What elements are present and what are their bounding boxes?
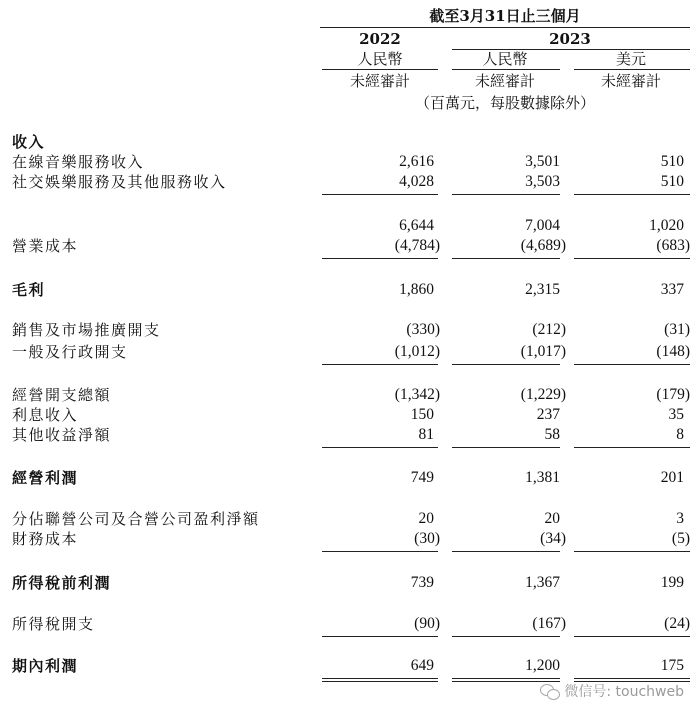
cell-associates-2023-rmb: 20 — [544, 510, 560, 527]
wechat-icon — [540, 683, 560, 699]
audit-col-1: 未經審計 — [349, 72, 410, 90]
watermark-text: 微信号: touchweb — [564, 684, 684, 700]
currency-rule-3 — [574, 69, 690, 70]
cell-tax-2023-rmb: (167) — [532, 615, 566, 632]
cell-op-profit-2023-rmb: 1,381 — [525, 469, 560, 486]
final-double-rule-1 — [322, 678, 438, 682]
cell-online-music-2023-rmb: 3,501 — [525, 153, 560, 170]
currency-rule-1 — [322, 69, 438, 70]
op-profit-rule-1 — [322, 447, 438, 448]
cell-other-gains-2022: 81 — [418, 426, 434, 443]
subtotal-rule-3 — [574, 194, 690, 195]
cell-social-2023-rmb: 3,503 — [525, 173, 560, 190]
row-label-other-gains: 其他收益淨額 — [12, 426, 112, 444]
cell-other-gains-2023-usd: 8 — [676, 426, 684, 443]
row-label-share-of-associates: 分佔聯營公司及合營公司盈利淨額 — [12, 510, 260, 528]
cell-tax-2022: (90) — [414, 615, 440, 632]
cell-gross-2023-rmb: 2,315 — [525, 281, 560, 298]
pretax-rule-1 — [322, 551, 438, 552]
cell-total-revenue-2022: 6,644 — [399, 217, 434, 234]
currency-col-2: 人民幣 — [482, 50, 528, 68]
pretax-rule-3 — [574, 551, 690, 552]
cell-interest-2023-usd: 35 — [668, 406, 684, 423]
cell-op-profit-2022: 749 — [410, 469, 434, 486]
row-label-income-tax: 所得稅開支 — [12, 615, 95, 633]
cell-admin-2023-usd: (148) — [656, 343, 690, 360]
cell-interest-2022: 150 — [410, 406, 434, 423]
op-profit-rule-3 — [574, 447, 690, 448]
cell-tax-2023-usd: (24) — [664, 615, 690, 632]
year-2022: 2022 — [359, 30, 401, 48]
year-2023: 2023 — [549, 30, 591, 48]
row-label-profit-for-period: 期內利潤 — [12, 657, 79, 675]
cell-total-revenue-2023-rmb: 7,004 — [525, 217, 560, 234]
cell-opex-2023-usd: (179) — [656, 386, 690, 403]
cell-pretax-2022: 739 — [410, 574, 434, 591]
row-label-revenue: 收入 — [12, 133, 46, 151]
cell-associates-2022: 20 — [418, 510, 434, 527]
row-label-finance-costs: 財務成本 — [12, 530, 79, 548]
row-label-total-opex: 經營開支總額 — [12, 386, 112, 404]
cell-finance-2023-usd: (5) — [671, 530, 690, 547]
cell-gross-2022: 1,860 — [399, 281, 434, 298]
audit-col-3: 未經審計 — [600, 72, 661, 90]
cell-cost-2023-rmb: (4,689) — [520, 237, 566, 254]
row-label-gross-profit: 毛利 — [12, 281, 46, 299]
period-header: 截至3月31日止三個月 — [429, 7, 581, 25]
cell-other-gains-2023-rmb: 58 — [544, 426, 560, 443]
row-label-selling-marketing: 銷售及市場推廣開支 — [12, 321, 161, 339]
cell-op-profit-2023-usd: 201 — [660, 469, 684, 486]
cell-gross-2023-usd: 337 — [660, 281, 684, 298]
cell-associates-2023-usd: 3 — [676, 510, 684, 527]
header-rule — [320, 27, 690, 28]
row-label-social-entertainment: 社交娛樂服務及其他服務收入 — [12, 173, 227, 191]
cell-social-2023-usd: 510 — [660, 173, 684, 190]
cell-online-music-2022: 2,616 — [399, 153, 434, 170]
currency-rule-2 — [452, 69, 560, 70]
cell-net-2022: 649 — [410, 657, 434, 674]
cell-cost-2023-usd: (683) — [656, 237, 690, 254]
op-profit-rule-2 — [452, 447, 560, 448]
gross-rule-2 — [452, 258, 560, 259]
cell-opex-2023-rmb: (1,229) — [520, 386, 566, 403]
cell-net-2023-rmb: 1,200 — [525, 657, 560, 674]
cell-pretax-2023-usd: 199 — [660, 574, 684, 591]
row-label-general-admin: 一般及行政開支 — [12, 343, 128, 361]
cell-interest-2023-rmb: 237 — [536, 406, 560, 423]
currency-col-3: 美元 — [615, 50, 646, 68]
opex-rule-3 — [574, 364, 690, 365]
audit-col-2: 未經審計 — [474, 72, 535, 90]
gross-rule-3 — [574, 258, 690, 259]
subtotal-rule-2 — [452, 194, 560, 195]
row-label-online-music: 在線音樂服務收入 — [12, 153, 145, 171]
cell-cost-2022: (4,784) — [394, 237, 440, 254]
cell-total-revenue-2023-usd: 1,020 — [649, 217, 684, 234]
opex-rule-2 — [452, 364, 560, 365]
cell-pretax-2023-rmb: 1,367 — [525, 574, 560, 591]
net-rule-1 — [322, 636, 438, 637]
row-label-cost-of-revenue: 營業成本 — [12, 237, 79, 255]
net-rule-3 — [574, 636, 690, 637]
row-label-interest-income: 利息收入 — [12, 406, 79, 424]
cell-opex-2022: (1,342) — [394, 386, 440, 403]
cell-finance-2022: (30) — [414, 530, 440, 547]
cell-online-music-2023-usd: 510 — [660, 153, 684, 170]
unit-note: （百萬元，每股數據除外） — [414, 94, 595, 112]
row-label-profit-before-tax: 所得稅前利潤 — [12, 574, 112, 592]
net-rule-2 — [452, 636, 560, 637]
opex-rule-1 — [322, 364, 438, 365]
pretax-rule-2 — [452, 551, 560, 552]
cell-admin-2022: (1,012) — [394, 343, 440, 360]
row-label-operating-profit: 經營利潤 — [12, 469, 79, 487]
subtotal-rule-1 — [322, 194, 438, 195]
cell-selling-2022: (330) — [406, 321, 440, 338]
cell-social-2022: 4,028 — [399, 173, 434, 190]
cell-selling-2023-usd: (31) — [664, 321, 690, 338]
cell-admin-2023-rmb: (1,017) — [520, 343, 566, 360]
gross-rule-1 — [322, 258, 438, 259]
cell-net-2023-usd: 175 — [660, 657, 684, 674]
currency-col-1: 人民幣 — [357, 50, 403, 68]
watermark — [540, 680, 684, 702]
cell-selling-2023-rmb: (212) — [532, 321, 566, 338]
cell-finance-2023-rmb: (34) — [540, 530, 566, 547]
